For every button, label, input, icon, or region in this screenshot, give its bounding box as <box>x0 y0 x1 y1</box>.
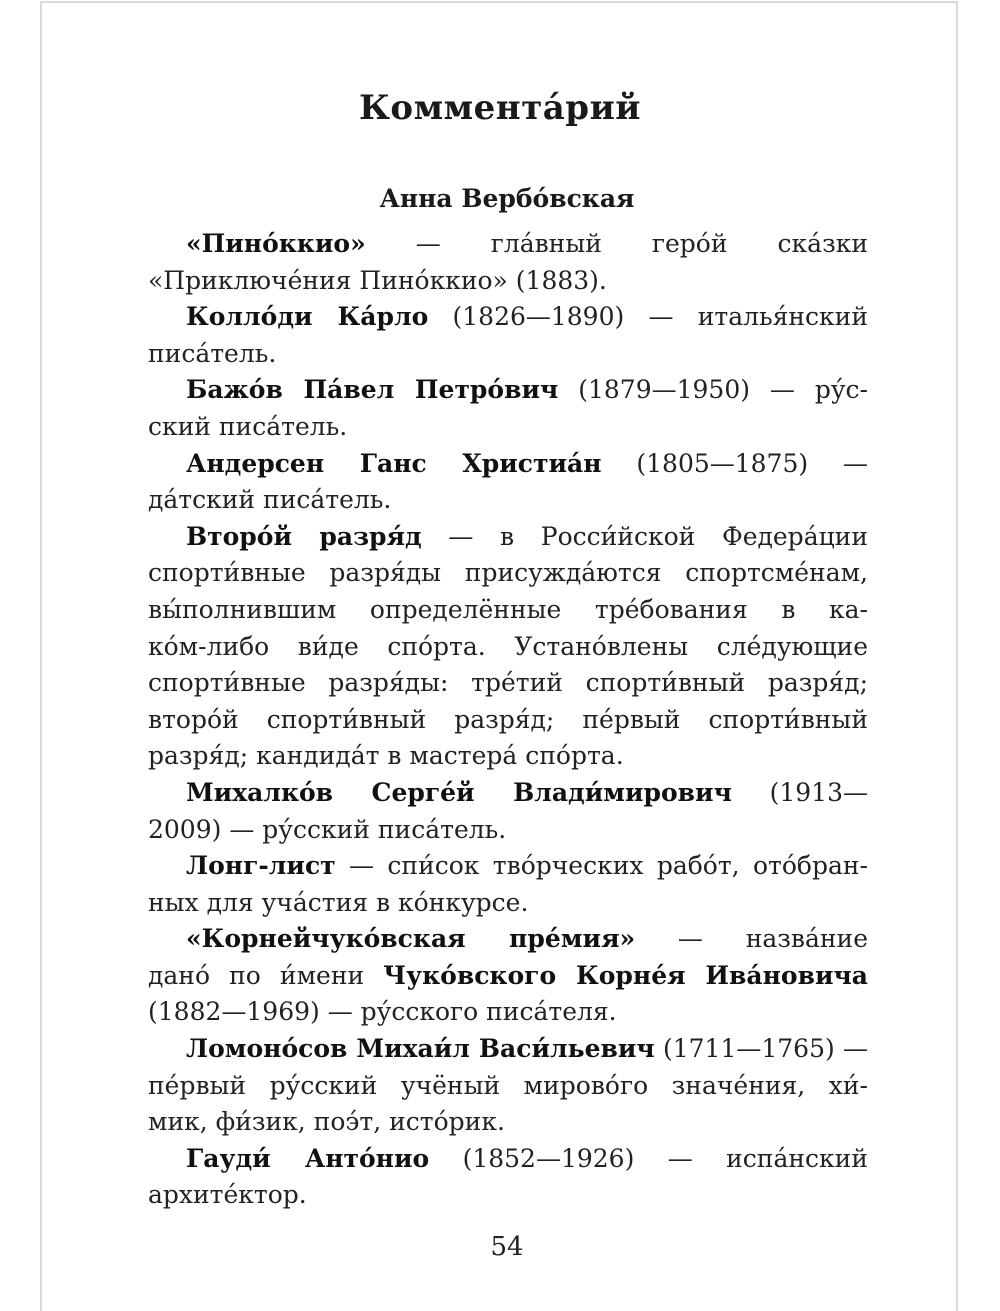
text-line <box>148 263 868 300</box>
text-segment: (1913— <box>731 777 868 807</box>
text-segment: архите́ктор. <box>148 1180 307 1210</box>
term: Гауди́ Анто́нио <box>186 1143 430 1173</box>
commentary-body <box>148 226 868 1214</box>
text-line <box>148 665 868 702</box>
text-segment: «Приключе́ния Пино́ккио» (1883). <box>148 265 607 295</box>
text-segment: (1852—1926) — испа́нский <box>429 1143 868 1173</box>
term: Второ́й разря́д <box>186 521 422 551</box>
text-segment: мик, фи́зик, поэ́т, исто́рик. <box>148 1107 505 1137</box>
text-segment: спорти́вные разря́ды присужда́ются спортсме́нам, <box>148 558 868 588</box>
text-segment: спорти́вные разря́ды: тре́тий спорти́вный разря́д; <box>148 668 868 698</box>
text-segment: разря́д; кандида́т в мастера́ спо́рта. <box>148 741 624 771</box>
text-segment: 2009) — ру́сский писа́тель. <box>148 814 507 844</box>
text-line <box>148 299 868 336</box>
text-line <box>148 1104 868 1141</box>
text-segment: ко́м-либо ви́де спо́рта. Устано́влены сле́дующие <box>148 631 868 661</box>
text-line <box>148 1177 868 1214</box>
text-line <box>148 994 868 1031</box>
text-line <box>148 482 868 519</box>
text-line <box>148 226 868 263</box>
section-author: Анна Вербо́вская <box>379 184 635 213</box>
text-line <box>148 1068 868 1105</box>
text-line <box>148 1141 868 1178</box>
text-segment: — в Росси́йской Федера́ции <box>421 521 868 551</box>
text-line <box>148 592 868 629</box>
term: Чуко́вского Корне́я Ива́новича <box>383 960 868 990</box>
term: Андерсен Ганс Христиа́н <box>186 448 602 478</box>
text-line <box>148 446 868 483</box>
text-segment: (1879—1950) — ру́с- <box>558 375 868 405</box>
text-line <box>148 702 868 739</box>
text-segment: писа́тель. <box>148 338 277 368</box>
text-line <box>148 885 868 922</box>
text-segment: (1826—1890) — италья́нский <box>428 302 868 332</box>
page-number: 54 <box>490 1232 524 1262</box>
text-segment: ский писа́тель. <box>148 411 348 441</box>
text-line <box>148 519 868 556</box>
term: Колло́ди Ка́рло <box>186 302 429 332</box>
text-line <box>148 775 868 812</box>
text-line <box>148 372 868 409</box>
text-line <box>148 629 868 666</box>
text-line <box>148 409 868 446</box>
page-title: Коммента́рий <box>359 88 641 128</box>
text-line <box>148 555 868 592</box>
text-segment: (1805—1875) — <box>601 448 868 478</box>
term: Лонг-лист <box>186 851 336 881</box>
text-line <box>148 812 868 849</box>
text-segment: второ́й спорти́вный разря́д; пе́рвый спорти́вный <box>148 704 868 734</box>
text-line <box>148 958 868 995</box>
text-segment: — назва́ние <box>635 924 868 954</box>
text-line <box>148 336 868 373</box>
term: «Корнейчуко́вская пре́мия» <box>186 924 636 954</box>
term: Ломоно́сов Михаи́л Васи́льевич <box>186 1034 655 1064</box>
text-segment: (1711—1765) — <box>654 1034 868 1064</box>
text-segment: — гла́вный геро́й ска́зки <box>365 229 868 258</box>
text-segment: пе́рвый ру́сский учёный мирово́го значе́ния, хи́- <box>148 1070 868 1100</box>
text-segment: дано́ по и́мени <box>148 960 384 990</box>
text-line <box>148 921 868 958</box>
text-line <box>148 738 868 775</box>
term: Бажо́в Па́вел Петро́вич <box>186 375 559 405</box>
text-line <box>148 1031 868 1068</box>
text-segment: ных для уча́стия в ко́нкурсе. <box>148 887 529 917</box>
text-segment: вы́полнившим определённые тре́бования в ка- <box>148 594 868 624</box>
term: Михалко́в Серге́й Влади́мирович <box>186 777 732 807</box>
term: «Пино́ккио» <box>186 229 366 258</box>
text-line <box>148 848 868 885</box>
text-segment: — спи́сок тво́рческих рабо́т, ото́бран- <box>335 851 868 881</box>
text-segment: (1882—1969) — ру́сского писа́теля. <box>148 997 617 1027</box>
text-segment: да́тский писа́тель. <box>148 485 392 515</box>
